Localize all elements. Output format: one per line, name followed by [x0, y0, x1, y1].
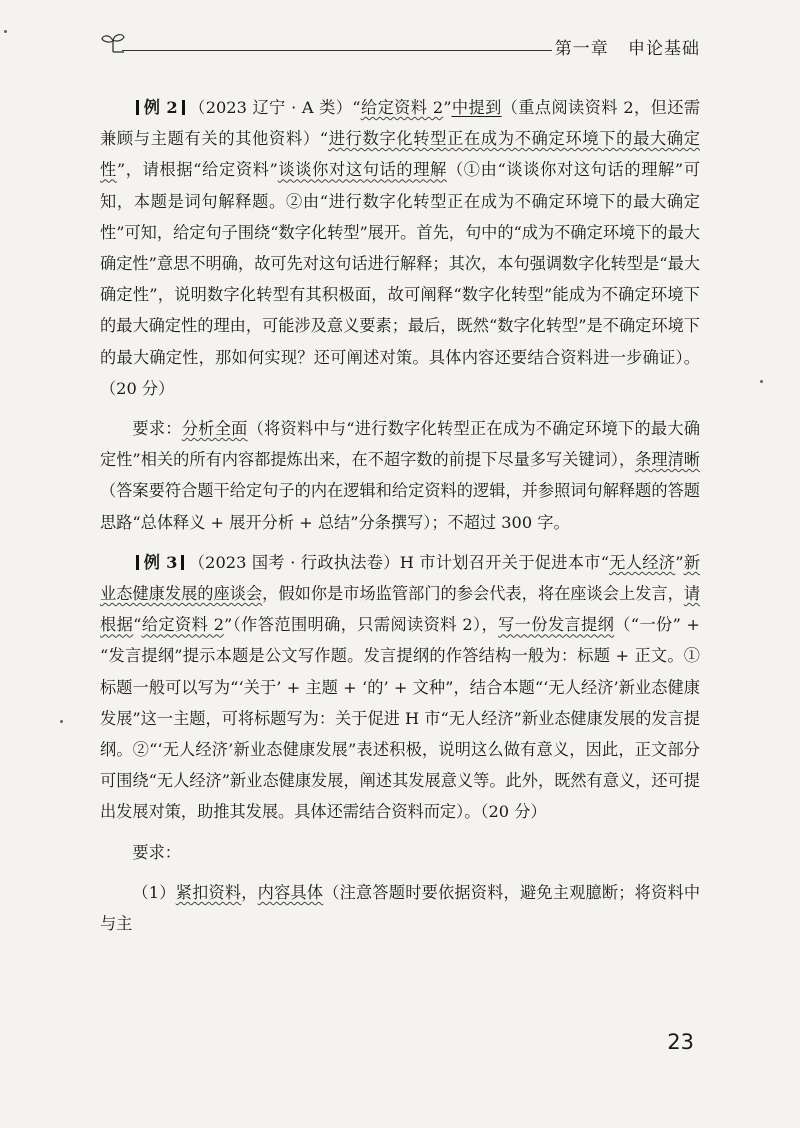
chapter-number: 第一章	[554, 39, 609, 59]
underlined-source: 给定资料 2	[141, 615, 225, 635]
header-rule	[122, 50, 552, 51]
underlined-requirement: 内容具体	[257, 882, 324, 902]
underlined-requirement: 分析全面	[181, 419, 248, 439]
bar-mark-icon	[182, 100, 185, 115]
underlined-requirement: 紧扣资料	[175, 882, 242, 902]
scan-speck	[60, 720, 63, 723]
example-2-label: 例 2	[132, 98, 188, 117]
underlined-task: 谈谈你对这句话的理解	[277, 160, 447, 180]
chapter-title: 申论基础	[628, 39, 700, 59]
example-3-label: 例 3	[132, 553, 188, 572]
underlined-verb: 中提到	[451, 98, 502, 117]
underlined-quote: 进行数字化转型正在成为不确定环境下的最大确定性	[100, 129, 700, 180]
example-3-requirement-1: （1）紧扣资料，内容具体（注意答题时要依据资料，避免主观臆断；将资料中与主	[100, 882, 701, 934]
page-number: 23	[667, 1030, 694, 1054]
bar-mark-icon	[181, 555, 184, 570]
chapter-heading	[555, 34, 700, 59]
underlined-topic: 无人经济	[608, 552, 676, 572]
underlined-verb: 请根据	[100, 584, 700, 635]
running-header	[100, 28, 700, 58]
example-2-question: 例 2 （2023 辽宁 · A 类）“给定资料 2”中提到（重点阅读资料 2，但还需兼顾与主题有关的其他资料）“进行数字化转型正在成为不确定环境下的最大确定性”，请根据“给定资料”谈谈你对这句话的理解（①由“谈谈你对这句话的理解”可知，本题是词句解释题。②由“进行数字化转型正在成为不确定环境下的最大确定性”可知，给定句子围绕“数字化转型”展开。首先，句中的“成为不确定环境下的最大确定性”意思不明确，故可先对这句话进行解释；其次，本句强调数字化转型是“最大确定性”，说明数字化转型有其积极面，故可阐释“数字化转型”能成为不确定环境下的最大确定性的理由，可能涉及意义要素；最后，既然“数字化转型”是不确定环境下的最大确定性，那如何实现？还可阐述对策。具体内容还要结合资料进一步确证）。（20 分）	[100, 98, 701, 398]
scan-speck	[760, 380, 763, 383]
underlined-task: 写一份发言提纲	[498, 615, 615, 635]
bar-mark-icon	[136, 555, 139, 570]
underlined-topic: 新业态健康发展的座谈会	[100, 552, 701, 604]
example-2-requirements: 要求：分析全面（将资料中与“进行数字化转型正在成为不确定环境下的最大确定性”相关的所有内容都提炼出来，在不超字数的前提下尽量多写关键词），条理清晰（答案要符合题干给定句子的内在逻辑和给定资料的逻辑，并参照词句解释题的答题思路“总体释义 + 展开分析 + 总结”分条撰写）；不超过 300 字。	[100, 419, 701, 532]
example-3-question: 例 3 （2023 国考 · 行政执法卷）H 市计划召开关于促进本市“无人经济”新业态健康发展的座谈会，假如你是市场监管部门的参会代表，将在座谈会上发言，请根据“给定资料 2”（作答范围明确，只需阅读资料 2），写一份发言提纲（“一份” + “发言提纲”提示本题是公文写作题。发言提纲的作答结构一般为：标题 + 正文。①标题一般可以写为“‘关于’ + 主题 + ‘的’ + 文种”，结合本题“‘无人经济’新业态健康发展”这一主题，可将标题写为：关于促进 H 市“无人经济”新业态健康发展的发言提纲。②“‘无人经济’新业态健康发展”表述积极，说明这么做有意义，因此，正文部分可围绕“无人经济”新业态健康发展，阐述其发展意义等。此外，既然有意义，还可提出发展对策，助推其发展。具体还需结合资料而定）。（20 分）	[100, 552, 701, 822]
body-text	[100, 92, 700, 939]
bar-mark-icon	[136, 100, 139, 115]
scan-speck	[4, 30, 7, 33]
example-3-requirements-heading: 要求：	[132, 842, 181, 862]
sprout-icon	[100, 30, 126, 56]
underlined-source: 给定资料 2	[360, 98, 444, 117]
underlined-requirement: 条理清晰	[635, 450, 700, 470]
